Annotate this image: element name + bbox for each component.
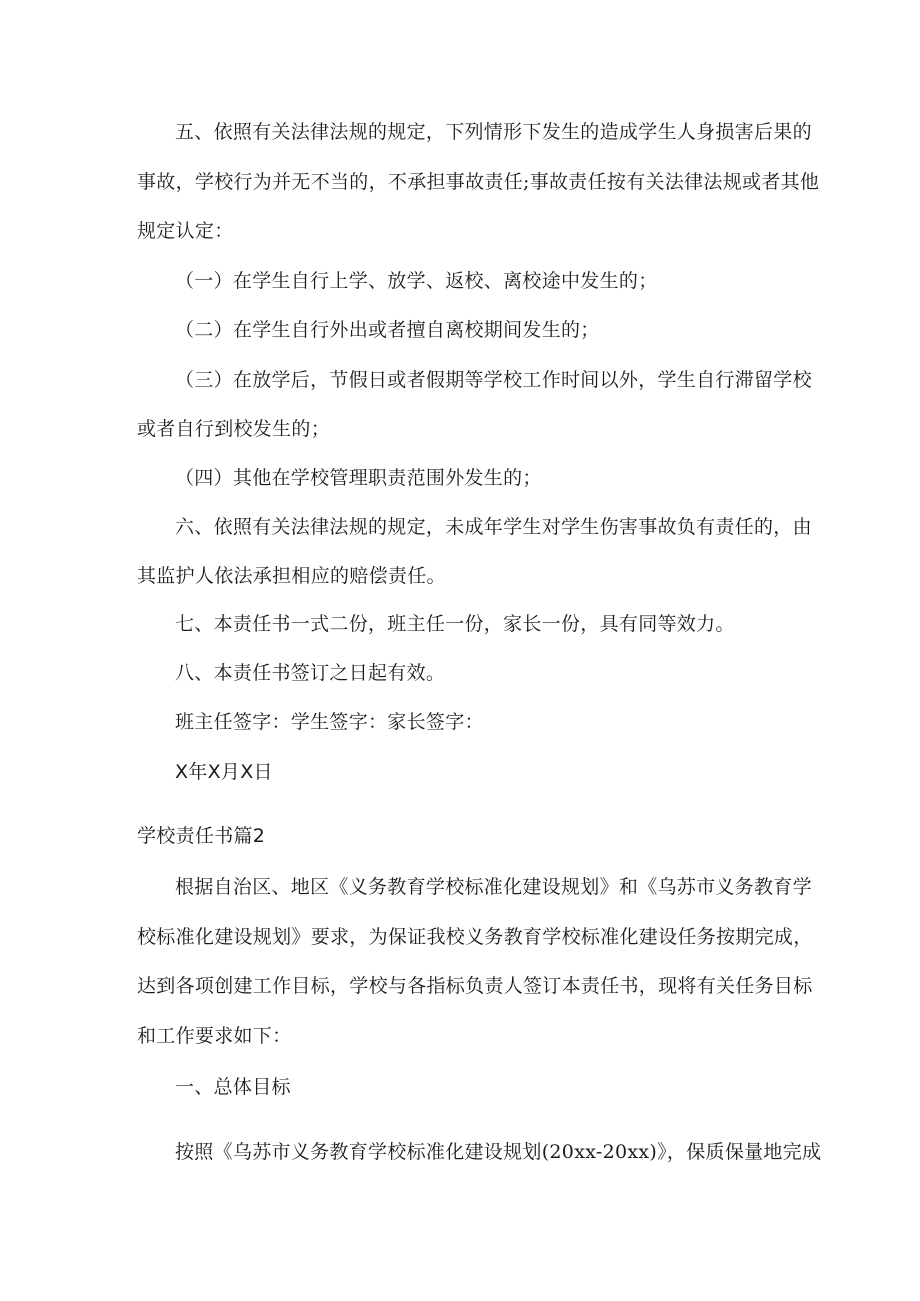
section5-line2: 事故，学校行为并无不当的，不承担事故责任;事故责任按有关法律法规或者其他 (137, 171, 820, 193)
part2-section1-line1: 按照《乌苏市义务教育学校标准化建设规划(20xx-20xx)》，保质保量地完成 (175, 1141, 822, 1163)
section6-line1: 六、依照有关法律法规的规定，未成年学生对学生伤害事故负有责任的，由 (175, 516, 812, 538)
section5-line1: 五、依照有关法律法规的规定，下列情形下发生的造成学生人身损害后果的 (175, 121, 812, 143)
item3-line1: （三）在放学后，节假日或者假期等学校工作时间以外，学生自行滞留学校 (175, 369, 812, 391)
item4: （四）其他在学校管理职责范围外发生的； (175, 467, 542, 489)
item1: （一）在学生自行上学、放学、返校、离校途中发生的； (175, 270, 658, 292)
section5-line3: 规定认定： (137, 220, 234, 242)
part2-intro-line1: 根据自治区、地区《义务教育学校标准化建设规划》和《乌苏市义务教育学 (175, 876, 812, 898)
part2-section1-title: 一、总体目标 (175, 1076, 291, 1098)
date-line: X年X月X日 (175, 761, 273, 783)
section7: 七、本责任书一式二份，班主任一份，家长一份，具有同等效力。 (175, 613, 735, 635)
signature-line: 班主任签字：学生签字：家长签字： (175, 711, 484, 733)
item2: （二）在学生自行外出或者擅自离校期间发生的； (175, 319, 600, 341)
item3-line2: 或者自行到校发生的； (137, 418, 331, 440)
part2-title: 学校责任书篇2 (137, 825, 266, 847)
section8: 八、本责任书签订之日起有效。 (175, 662, 446, 684)
part2-intro-line2: 校标准化建设规划》要求，为保证我校义务教育学校标准化建设任务按期完成， (137, 926, 813, 948)
part2-intro-line4: 和工作要求如下： (137, 1025, 292, 1047)
section6-line2: 其监护人依法承担相应的赔偿责任。 (137, 565, 446, 587)
part2-intro-line3: 达到各项创建工作目标，学校与各指标负责人签订本责任书，现将有关任务目标 (137, 975, 813, 997)
